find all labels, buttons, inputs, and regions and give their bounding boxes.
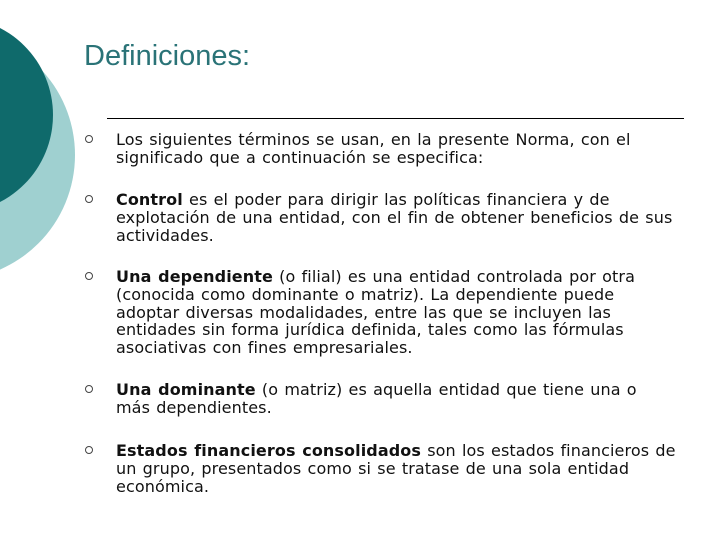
item-definition: (o filial) es una entidad controlada por otra (conocida como dominante o matriz). La dependiente puede adoptar diversas modalidades, entre las que se incluyen las entidades sin forma jurídica definida, tales como las fórmulas asociativas con fines empresariales. bbox=[116, 267, 635, 358]
bullet-circle-icon bbox=[85, 446, 93, 454]
item-definition: (o matriz) es aquella entidad que tiene una o más dependientes. bbox=[116, 380, 637, 417]
bullet-circle-icon bbox=[85, 195, 93, 203]
item-definition: son los estados financieros de un grupo, presentados como si se tratase de una sola entidad económica. bbox=[116, 441, 676, 496]
item-definition: Los siguientes términos se usan, en la presente Norma, con el significado que a continuación se especifica: bbox=[116, 130, 631, 167]
item-text bbox=[116, 442, 676, 495]
item-text bbox=[116, 381, 676, 417]
item-term: Una dependiente bbox=[116, 267, 273, 286]
item-term: Estados financieros consolidados bbox=[116, 441, 422, 460]
title-divider bbox=[107, 118, 684, 119]
item-term: Una dominante bbox=[116, 380, 256, 399]
item-text bbox=[116, 131, 676, 167]
item-text bbox=[116, 268, 676, 357]
page-title: Definiciones: bbox=[84, 40, 251, 72]
bullet-circle-icon bbox=[85, 385, 93, 393]
item-term: Control bbox=[116, 190, 183, 209]
bullet-circle-icon bbox=[85, 135, 93, 143]
item-definition: es el poder para dirigir las políticas financiera y de explotación de una entidad, con el fin de obtener beneficios de sus actividades. bbox=[116, 190, 673, 245]
item-text bbox=[116, 191, 676, 244]
bullet-circle-icon bbox=[85, 272, 93, 280]
